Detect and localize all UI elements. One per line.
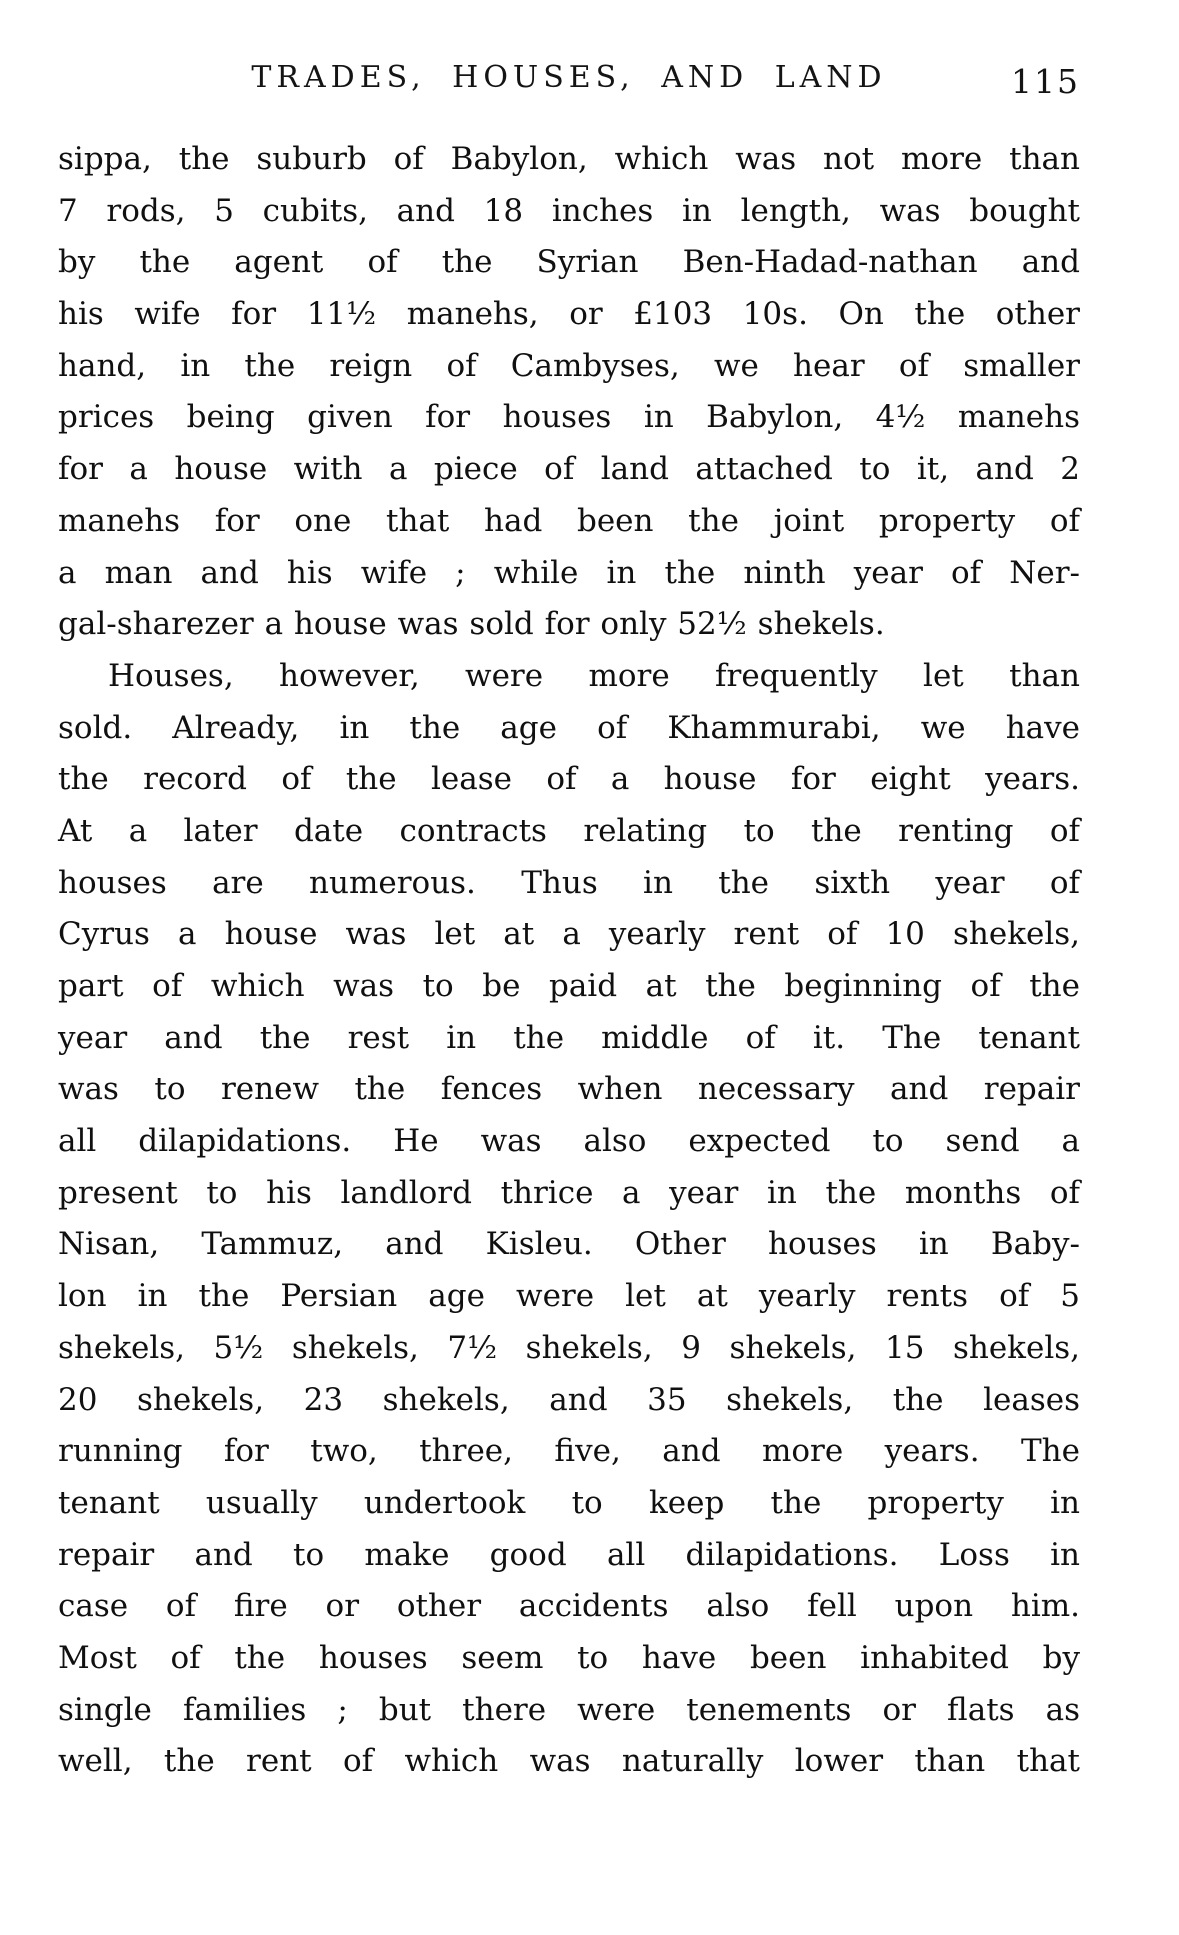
text-line: hand, in the reign of Cambyses, we hear of smaller (58, 347, 1080, 384)
text-line: for a house with a piece of land attached to it, and 2 (58, 451, 1080, 488)
text-line: was to renew the fences when necessary and repair (58, 1071, 1080, 1108)
text-line: 20 shekels, 23 shekels, and 35 shekels, the leases (58, 1381, 1080, 1418)
text-line: running for two, three, five, and more years. The (58, 1433, 1080, 1470)
text-line: houses are numerous. Thus in the sixth year of (58, 864, 1080, 901)
text-line: a man and his wife ; while in the ninth year of Ner- (58, 554, 1080, 591)
text-line: lon in the Persian age were let at yearly rents of 5 (58, 1278, 1080, 1315)
text-line: sippa, the suburb of Babylon, which was not more than (58, 141, 1080, 177)
text-line: the record of the lease of a house for eight years. (58, 761, 1080, 798)
running-header-title: TRADES, HOUSES, AND LAND (251, 60, 887, 95)
text-line: year and the rest in the middle of it. The tenant (58, 1019, 1080, 1056)
text-line: Nisan, Tammuz, and Kisleu. Other houses in Baby- (58, 1226, 1080, 1263)
text-line: present to his landlord thrice a year in the months of (58, 1174, 1080, 1211)
text-line: At a later date contracts relating to the renting of (58, 812, 1080, 849)
running-header (58, 60, 1080, 106)
text-line: repair and to make good all dilapidations. Loss in (58, 1536, 1080, 1573)
text-line: Most of the houses seem to have been inhabited by (58, 1639, 1080, 1676)
text-line: single families ; but there were tenements or flats as (58, 1691, 1080, 1728)
text-line: tenant usually undertook to keep the property in (58, 1484, 1080, 1521)
text-line: sold. Already, in the age of Khammurabi, we have (58, 709, 1080, 746)
text-line: his wife for 11½ manehs, or £103 10s. On the other (58, 296, 1080, 333)
text-line: 7 rods, 5 cubits, and 18 inches in length, was bought (58, 192, 1080, 229)
text-line: case of fire or other accidents also fell upon him. (58, 1588, 1080, 1625)
text-line: Cyrus a house was let at a yearly rent of 10 shekels, (58, 916, 1080, 953)
text-line: Houses, however, were more frequently let than (108, 657, 1080, 694)
text-line: by the agent of the Syrian Ben-Hadad-nathan and (58, 244, 1080, 281)
text-line: all dilapidations. He was also expected to send a (58, 1123, 1080, 1160)
text-line: gal-sharezer a house was sold for only 52½ shekels. (58, 606, 885, 643)
page-body (58, 134, 1080, 1788)
page-number: 115 (1011, 62, 1080, 101)
text-line: part of which was to be paid at the beginning of the (58, 968, 1080, 1004)
text-line: prices being given for houses in Babylon, 4½ manehs (58, 399, 1080, 436)
text-line: shekels, 5½ shekels, 7½ shekels, 9 shekels, 15 shekels, (58, 1329, 1080, 1366)
text-line: manehs for one that had been the joint property of (58, 502, 1080, 539)
text-line: well, the rent of which was naturally lower than that (58, 1743, 1080, 1780)
